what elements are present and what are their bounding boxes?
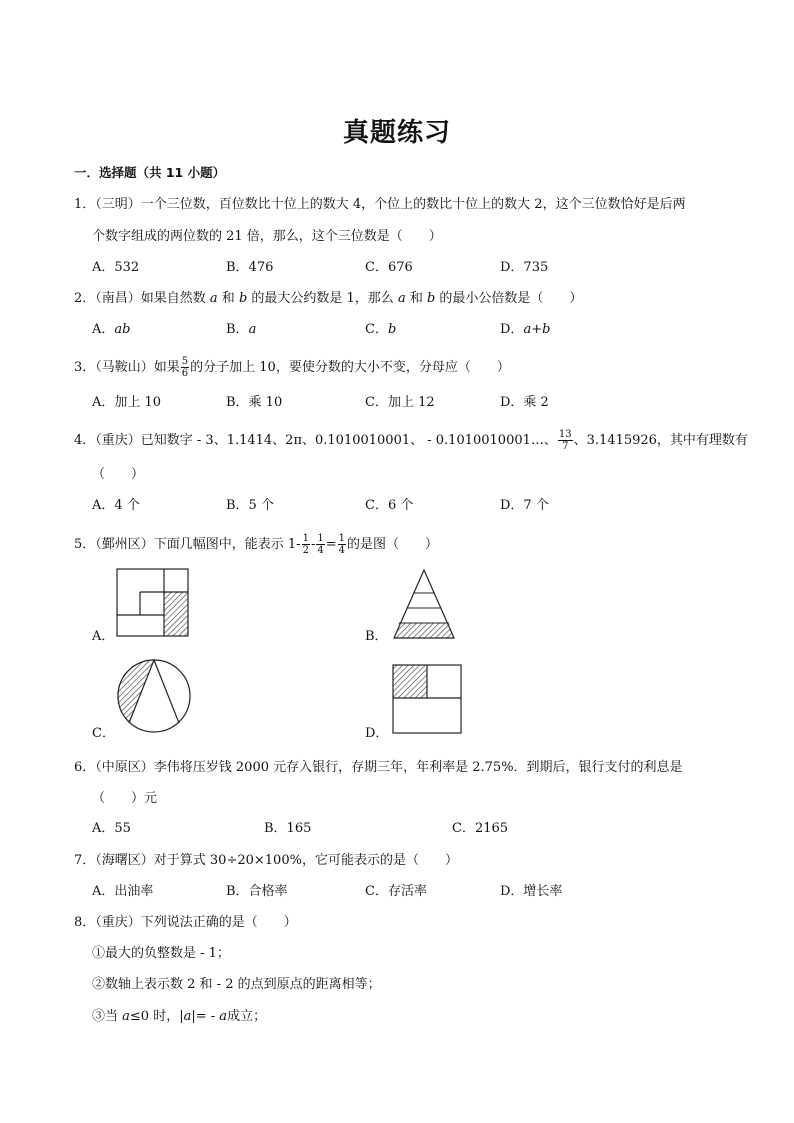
q5-equals-sign: = xyxy=(325,537,337,552)
q4-option-b: B．5 个 xyxy=(226,498,274,513)
q5-figure-b-shaded-region xyxy=(394,623,454,638)
q7-option-a: A．出油率 xyxy=(92,884,154,899)
q8-statement-2: ②数轴上表示数 2 和 - 2 的点到原点的距离相等； xyxy=(92,977,381,992)
q3-fraction xyxy=(181,356,189,379)
q6-option-a: A．55 xyxy=(92,821,131,836)
q2-text-post: 的最小公倍数是（ ） xyxy=(435,291,583,306)
q4-option-c: C．6 个 xyxy=(365,498,414,513)
q5-fraction-1 xyxy=(302,533,310,556)
q3-text-pre: 3．（马鞍山）如果 xyxy=(74,360,180,375)
q5-fraction-2-denominator: 4 xyxy=(317,545,324,556)
q5-fraction-3-numerator: 1 xyxy=(338,533,346,544)
q4-fraction xyxy=(558,429,573,452)
section-heading: 一．选择题（共 11 小题） xyxy=(74,165,226,180)
q2-text-mid3: 和 xyxy=(405,291,427,306)
q5-figure-d xyxy=(392,664,462,734)
q5-fraction-1-denominator: 2 xyxy=(302,545,309,556)
q4-text-post: 、3.1415926，其中有理数有 xyxy=(573,433,748,448)
q1-stem-line1: 1．（三明）一个三位数，百位数比十位上的数大 4，个位上的数比十位上的数大 2，这个三位数恰好是后两 xyxy=(74,197,686,212)
q1-stem-line2: 个数字组成的两位数的 21 倍，那么，这个三位数是（ ） xyxy=(92,229,442,244)
q2-option-c xyxy=(365,321,396,339)
q2-option-b xyxy=(226,321,256,339)
q2-var-b: b xyxy=(238,291,248,306)
q3-option-a: A．加上 10 xyxy=(92,395,162,410)
q5-figure-a xyxy=(116,568,190,638)
q8-statement-3-var-a: a xyxy=(122,1009,130,1024)
q1-option-a: A．532 xyxy=(92,260,140,275)
q4-stem-line1 xyxy=(74,428,748,454)
q5-stem xyxy=(74,532,438,558)
q5-fraction-3-denominator: 4 xyxy=(338,545,346,556)
q2-option-d xyxy=(500,321,550,339)
q8-statement-3-mid2: |= - xyxy=(191,1009,220,1024)
q4-fraction-denominator: 7 xyxy=(562,441,569,452)
q2-option-b-value: a xyxy=(248,322,257,337)
q3-stem xyxy=(74,356,510,380)
q2-text-mid1: 和 xyxy=(217,291,239,306)
q5-fraction-2-numerator: 1 xyxy=(317,533,324,544)
q2-option-a xyxy=(92,321,130,339)
q6-stem-line2: （ ）元 xyxy=(92,791,158,806)
q3-option-b: B．乘 10 xyxy=(226,395,283,410)
q7-option-c: C．存活率 xyxy=(365,884,427,899)
q2-stem xyxy=(74,290,582,308)
q5-fraction-3 xyxy=(338,533,346,556)
q1-option-c: C．676 xyxy=(365,260,413,275)
q5-figure-a-shaded-region xyxy=(164,592,188,636)
q7-stem: 7．（海曙区）对于算式 30÷20×100%，它可能表示的是（ ） xyxy=(74,853,458,868)
q2-option-c-value: b xyxy=(387,322,397,337)
q5-figure-b xyxy=(392,568,456,640)
q2-option-b-label: B． xyxy=(226,322,249,337)
q2-text-mid2: 的最大公约数是 1，那么 xyxy=(247,291,398,306)
q8-statement-3 xyxy=(92,1008,266,1026)
page-title: 真题练习 xyxy=(342,118,451,148)
q8-statement-1: ①最大的负整数是 - 1； xyxy=(92,946,230,961)
q2-var-a: a xyxy=(209,291,218,306)
q5-figure-c xyxy=(114,656,194,736)
q5-fraction-2 xyxy=(316,533,324,556)
q5-option-c: C． xyxy=(92,726,115,741)
q6-option-c: C．2165 xyxy=(452,821,509,836)
q4-option-a: A．4 个 xyxy=(92,498,140,513)
q5-option-b: B． xyxy=(365,629,388,644)
q5-option-a: A． xyxy=(92,629,115,644)
q6-stem-line1: 6．（中原区）李伟将压岁钱 2000 元存入银行，存期三年，年利率是 2.75%．到期后，银行支付的利息是 xyxy=(74,760,683,775)
q8-statement-3-var-a2: a xyxy=(183,1009,192,1024)
q6-option-b: B．165 xyxy=(264,821,312,836)
q8-statement-3-mid: ≤0 时，| xyxy=(129,1009,184,1024)
q5-text-post: 的是图（ ） xyxy=(347,537,439,552)
q1-option-d: D．735 xyxy=(500,260,549,275)
q2-var-a2: a xyxy=(397,291,406,306)
q3-fraction-denominator: 6 xyxy=(181,368,189,379)
q7-option-d: D．增长率 xyxy=(500,884,563,899)
q1-option-b: B．476 xyxy=(226,260,274,275)
q2-option-d-value: a+b xyxy=(523,322,551,337)
q4-stem-line2: （ ） xyxy=(92,467,145,482)
q5-minus-sign: - xyxy=(310,537,316,552)
q2-var-b2: b xyxy=(426,291,436,306)
q8-stem: 8．（重庆）下列说法正确的是（ ） xyxy=(74,915,297,930)
q3-option-d: D．乘 2 xyxy=(500,395,549,410)
q2-text-pre: 2．（南昌）如果自然数 xyxy=(74,291,210,306)
q4-fraction-numerator: 13 xyxy=(558,429,572,440)
q2-option-d-label: D． xyxy=(500,322,524,337)
q2-option-a-value: ab xyxy=(114,322,131,337)
q5-figure-d-shaded-region xyxy=(393,665,427,698)
q5-fraction-1-numerator: 1 xyxy=(302,533,309,544)
q7-option-b: B．合格率 xyxy=(226,884,288,899)
q4-option-d: D．7 个 xyxy=(500,498,549,513)
q8-statement-3-var-a3: a xyxy=(219,1009,228,1024)
q5-text-pre: 5．（鄞州区）下面几幅图中，能表示 1- xyxy=(74,537,301,552)
q5-option-d: D． xyxy=(365,726,389,741)
q8-statement-3-post: 成立； xyxy=(227,1009,267,1024)
q2-option-a-label: A． xyxy=(92,322,115,337)
q2-option-c-label: C． xyxy=(365,322,388,337)
q8-statement-3-pre: ③当 xyxy=(92,1009,123,1024)
q3-option-c: C．加上 12 xyxy=(365,395,435,410)
q3-fraction-numerator: 5 xyxy=(181,356,189,367)
q4-text-pre: 4．（重庆）已知数字 - 3、1.1414、2π、0.1010010001、 - 0.1010010001…、 xyxy=(74,433,557,448)
q3-text-post: 的分子加上 10，要使分数的大小不变，分母应（ ） xyxy=(190,360,510,375)
